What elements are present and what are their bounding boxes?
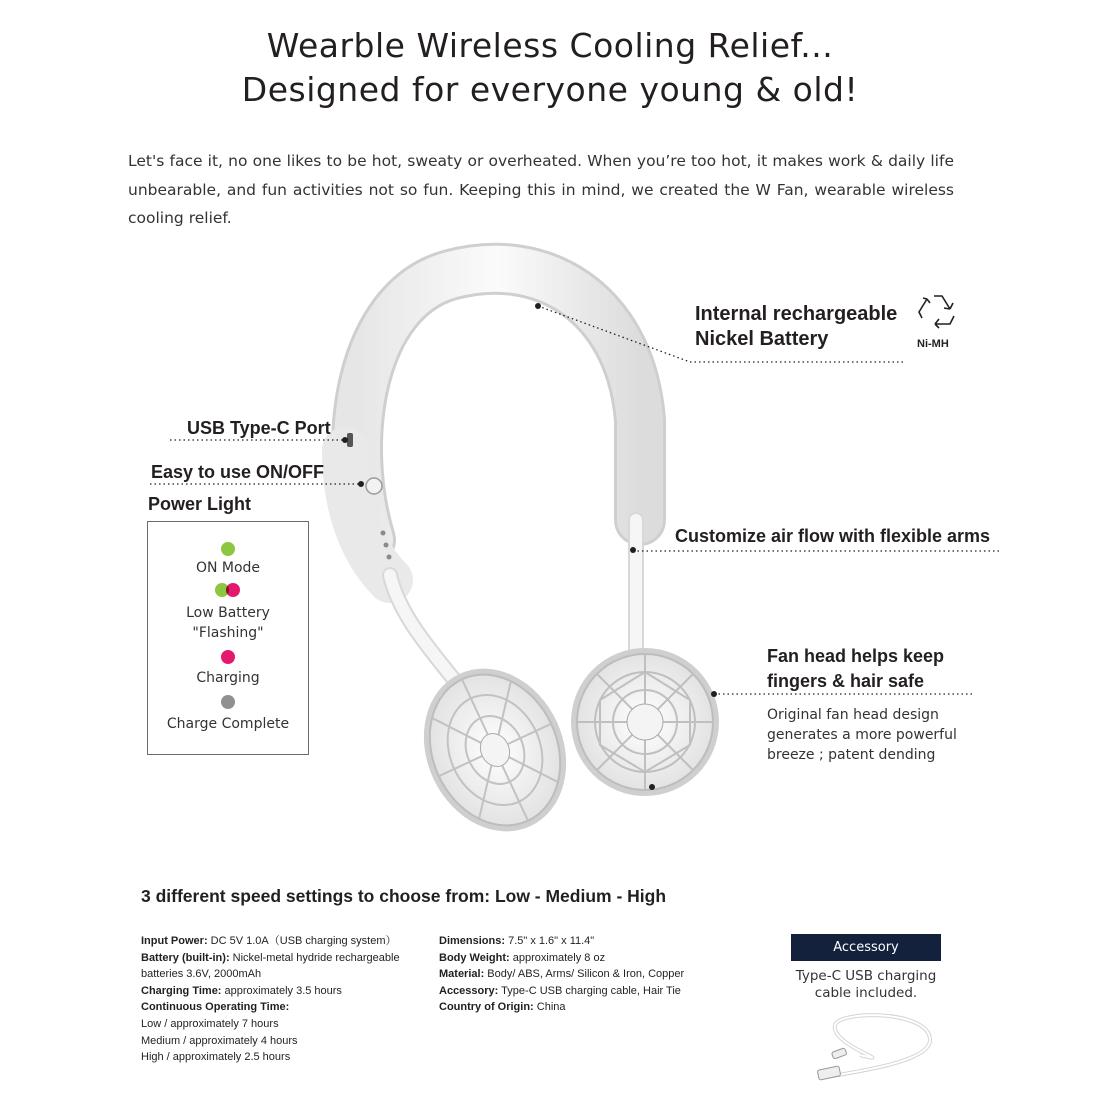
page-title-line1: Wearble Wireless Cooling Relief... <box>266 26 834 65</box>
accessory-text <box>783 968 949 1002</box>
on-mode-text: ON Mode <box>195 560 261 576</box>
battery-label <box>695 302 897 352</box>
intro-line: unbearable, and fun activities not so fun. Keeping this in mind, we created the W Fan, wearable wireless <box>128 180 954 199</box>
flex-arms-label: Customize air flow with flexible arms <box>675 526 991 546</box>
recycle-icon <box>919 296 954 328</box>
fan-head-label-line1: Fan head helps keep <box>767 646 945 666</box>
low-battery-text: Low Battery <box>186 605 270 621</box>
flashing-text: "Flashing" <box>192 625 264 641</box>
spec-input-power: Input Power: DC 5V 1.0A（USB charging system） <box>141 935 397 947</box>
spec-weight: Body Weight: approximately 8 oz <box>439 951 606 964</box>
fan-desc-line: generates a more powerful <box>767 727 957 743</box>
nimh-label: Ni-MH <box>917 338 949 350</box>
spec-battery: Battery (built-in): Nickel-metal hydride rechargeable <box>141 951 400 964</box>
spec-accessory: Accessory: Type-C USB charging cable, Hair Tie <box>439 984 681 997</box>
power-light-label: Power Light <box>148 494 251 514</box>
spec-high: High / approximately 2.5 hours <box>141 1051 291 1064</box>
spec-charging-time: Charging Time: approximately 3.5 hours <box>141 984 342 997</box>
fan-desc-line: Original fan head design <box>767 707 939 723</box>
spec-material: Material: Body/ ABS, Arms/ Silicon & Iron, Copper <box>439 968 685 981</box>
usb-cable-image <box>817 1015 930 1080</box>
usb-port-label: USB Type-C Port <box>187 418 331 438</box>
accessory-text-line1: Type-C USB charging <box>795 968 937 984</box>
fan-head-label <box>767 644 944 694</box>
intro-line: Let's face it, no one likes to be hot, sweaty or overheated. When you’re too hot, it makes work & daily life <box>128 152 954 170</box>
specs-right <box>439 933 684 1016</box>
battery-label-line1: Internal rechargeable <box>695 303 898 325</box>
accessory-header: Accessory <box>791 934 941 961</box>
battery-label-line2: Nickel Battery <box>695 328 829 350</box>
charging-dot <box>221 650 235 664</box>
spec-origin: Country of Origin: China <box>439 1001 566 1014</box>
on-mode-dot <box>221 542 235 556</box>
on-off-label: Easy to use ON/OFF <box>151 462 325 482</box>
low-battery-dot-pink <box>226 583 240 597</box>
spec-battery-cont: batteries 3.6V, 2000mAh <box>141 968 262 981</box>
intro-line: cooling relief. <box>128 209 232 227</box>
charging-text: Charging <box>196 670 260 686</box>
fan-head-description <box>767 705 957 765</box>
spec-low: Low / approximately 7 hours <box>141 1017 279 1030</box>
spec-continuous: Continuous Operating Time: <box>141 1001 290 1014</box>
fan-head-label-line2: fingers & hair safe <box>767 671 925 691</box>
charge-complete-dot <box>221 695 235 709</box>
speed-settings-heading: 3 different speed settings to choose from: Low - Medium - High <box>141 886 667 906</box>
fan-desc-line: breeze ; patent dending <box>767 747 936 763</box>
accessory-text-line2: cable included. <box>814 985 918 1001</box>
spec-medium: Medium / approximately 4 hours <box>141 1034 298 1047</box>
charge-complete-text: Charge Complete <box>166 716 290 732</box>
specs-left <box>141 933 400 1066</box>
spec-dimensions: Dimensions: 7.5" x 1.6" x 11.4" <box>439 935 595 947</box>
power-light-legend <box>147 521 309 755</box>
page-title-line2: Designed for everyone young & old! <box>241 70 859 109</box>
